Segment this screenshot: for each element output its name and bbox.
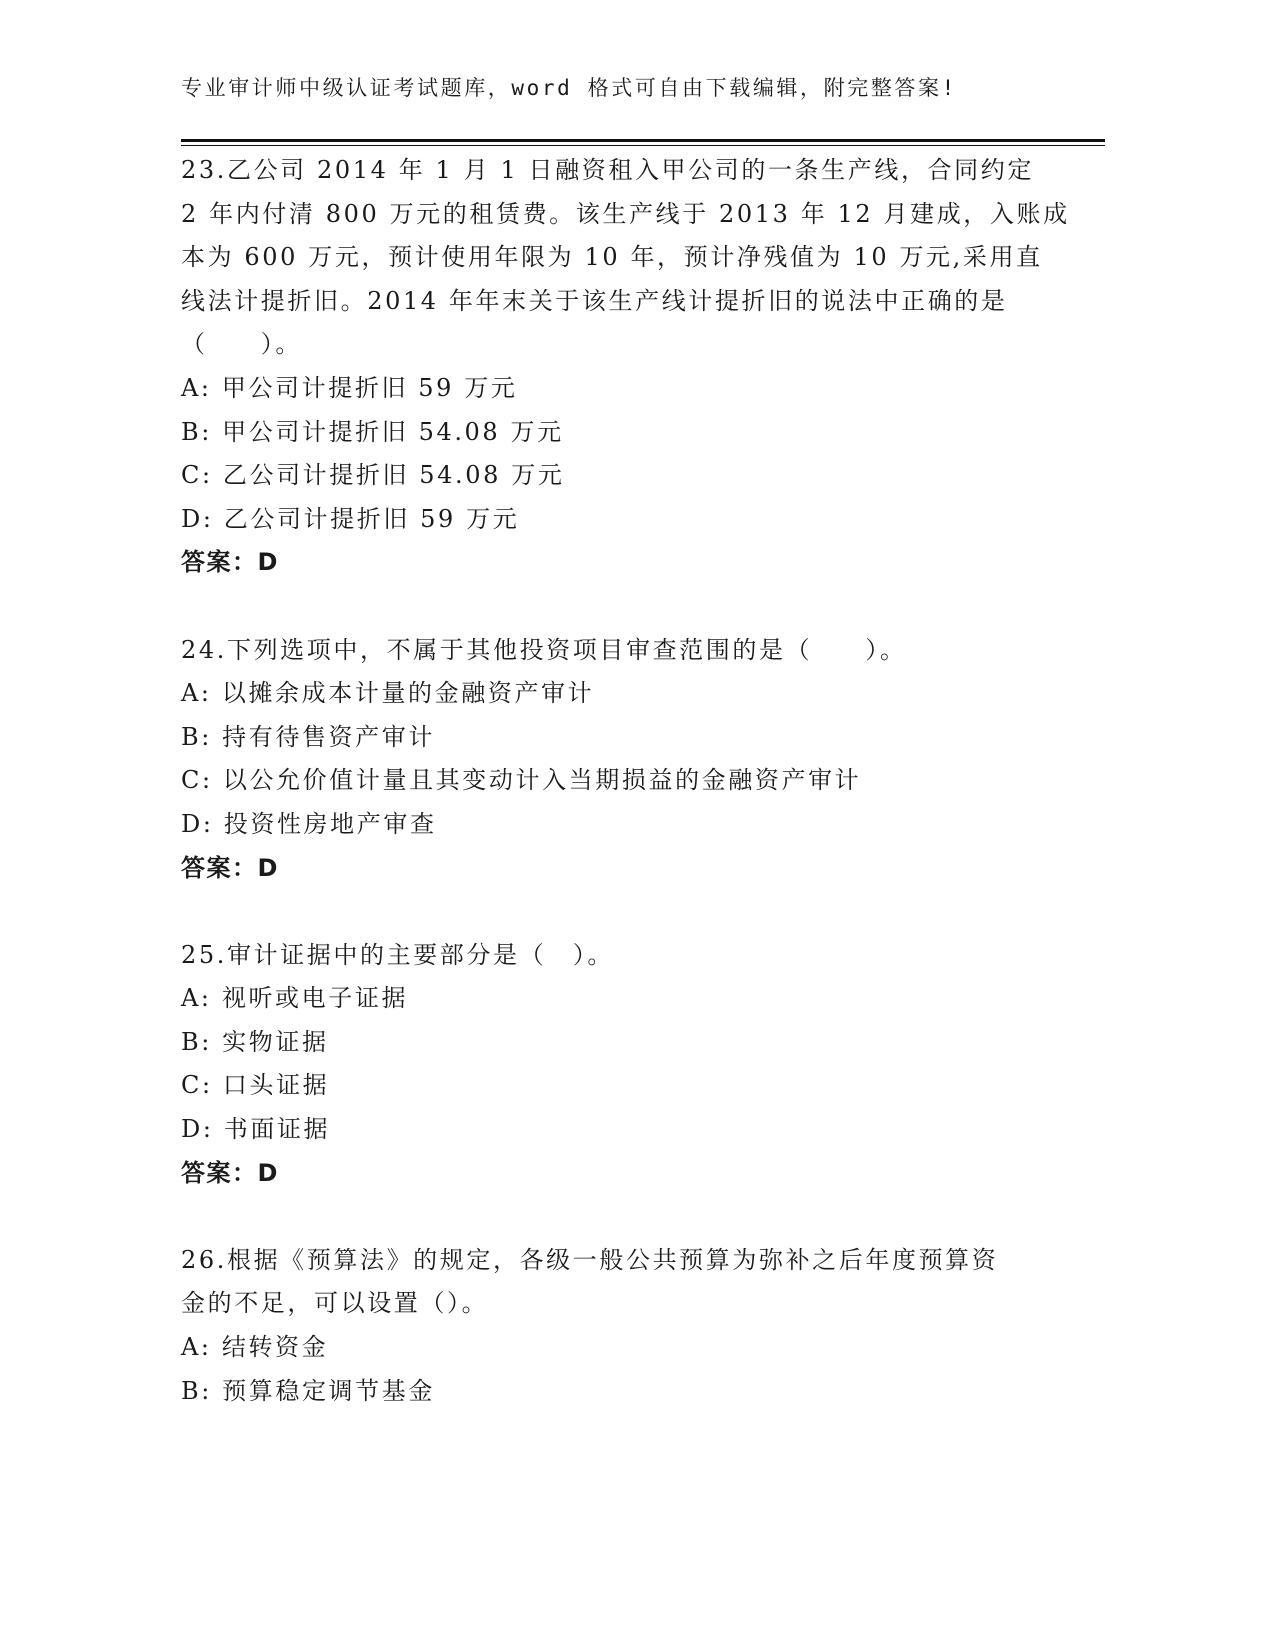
- question-stem-line: 线法计提折旧。2014 年年末关于该生产线计提折旧的说法中正确的是: [181, 286, 1008, 315]
- option-a: A: 结转资金: [181, 1333, 329, 1362]
- option-b: B: 甲公司计提折旧 54.08 万元: [181, 417, 564, 446]
- question-25: [181, 934, 1041, 1196]
- question-26: [181, 1239, 1041, 1413]
- question-stem-line: （ ）。: [181, 330, 302, 359]
- header-rule-thin: [181, 145, 1105, 146]
- question-24: [181, 629, 1041, 891]
- spacer: [181, 1195, 1041, 1239]
- option-d: D: 乙公司计提折旧 59 万元: [181, 504, 520, 533]
- question-stem-line: 金的不足，可以设置（）。: [181, 1289, 489, 1318]
- question-stem-line: 本为 600 万元，预计使用年限为 10 年，预计净残值为 10 万元,采用直: [181, 243, 1043, 272]
- question-list: [181, 149, 1070, 1413]
- answer-line: 答案：D: [181, 853, 279, 882]
- question-stem-line: 23.乙公司 2014 年 1 月 1 日融资租入甲公司的一条生产线，合同约定: [181, 156, 1034, 184]
- spacer: [181, 890, 1041, 934]
- option-a: A: 甲公司计提折旧 59 万元: [181, 373, 518, 402]
- option-b: B: 实物证据: [181, 1027, 329, 1056]
- option-d: D: 投资性房地产审查: [181, 809, 437, 838]
- question-stem-line: 2 年内付清 800 万元的租赁费。该生产线于 2013 年 12 月建成，入账成: [181, 199, 1070, 228]
- question-23: [181, 149, 1070, 585]
- option-c: C: 乙公司计提折旧 54.08 万元: [181, 461, 565, 490]
- answer-line: 答案：D: [181, 1158, 279, 1187]
- option-b: B: 预算稳定调节基金: [181, 1376, 435, 1405]
- question-stem-line: 24.下列选项中，不属于其他投资项目审查范围的是（ ）。: [181, 635, 907, 664]
- spacer: [181, 585, 1041, 629]
- answer-line: 答案：D: [181, 548, 279, 577]
- option-d: D: 书面证据: [181, 1115, 331, 1144]
- option-a: A: 以摊余成本计量的金融资产审计: [181, 679, 595, 708]
- option-a: A: 视听或电子证据: [181, 984, 409, 1013]
- document-header: 专业审计师中级认证考试题库，word 格式可自由下载编辑，附完整答案!: [181, 76, 957, 100]
- option-b: B: 持有待售资产审计: [181, 722, 435, 751]
- question-stem-line: 25.审计证据中的主要部分是（ ）。: [181, 940, 614, 969]
- question-stem-line: 26.根据《预算法》的规定，各级一般公共预算为弥补之后年度预算资: [181, 1245, 999, 1274]
- option-c: C: 口头证据: [181, 1071, 330, 1100]
- option-c: C: 以公允价值计量且其变动计入当期损益的金融资产审计: [181, 766, 862, 795]
- header-rule-thick: [181, 139, 1105, 142]
